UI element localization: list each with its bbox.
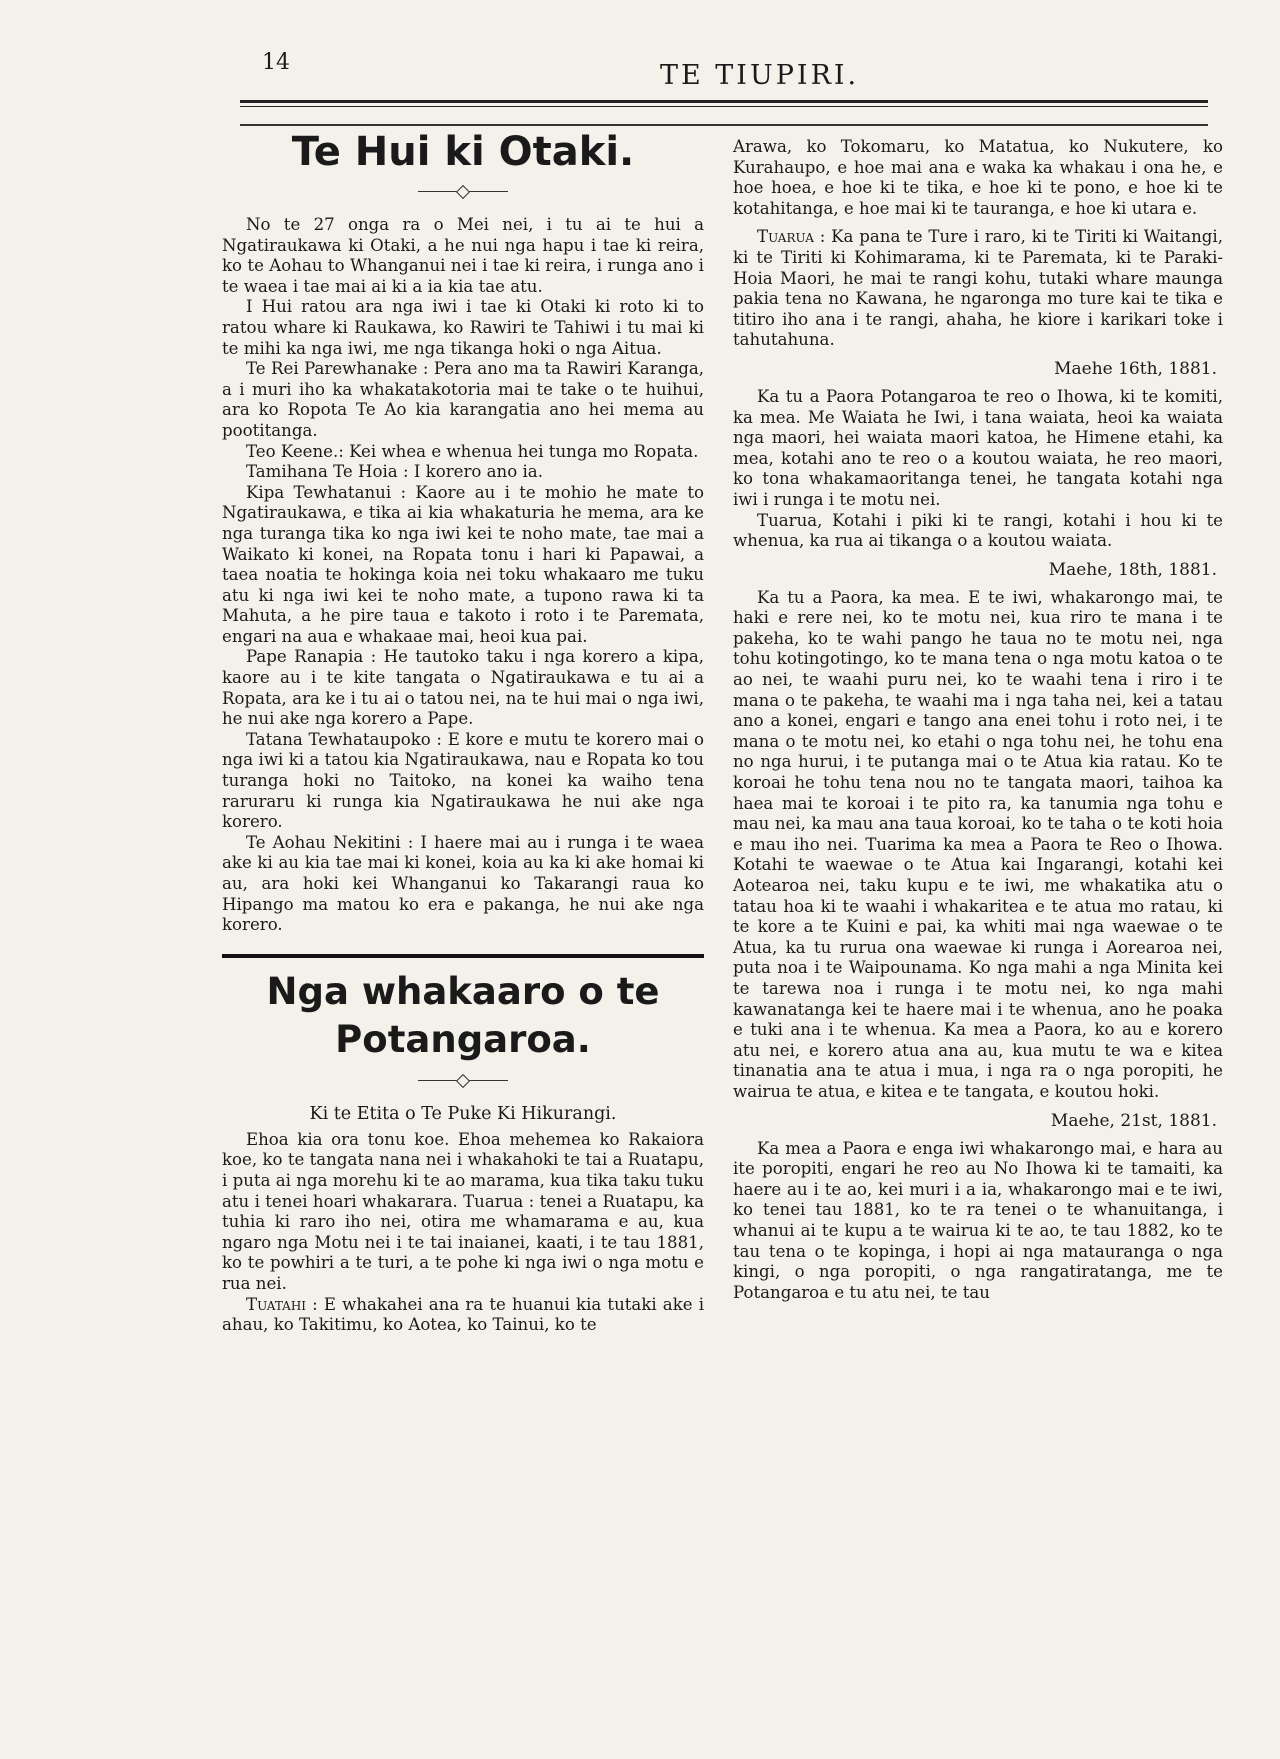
- paragraph: Ehoa kia ora tonu koe. Ehoa mehemea ko Rakaiora koe, ko te tangata nana nei i whakahoki te tai a Ruatapu, i puta ai nga morehu ki te ao marama, kua tika taku tuku atu i tenei hoari whakarara. Tuarua : tenei a Ruatapu, ka tuhia ki raro iho nei, otira me whamarama e au, kua ngaro nga Motu nei i te tai inaianei, kaati, i te tau 1881, ko te powhiri a te turi, a te pohe ki nga iwi o nga motu e rua nei.: [222, 1129, 704, 1293]
- paragraph: I Hui ratou ara nga iwi i tae ki Otaki ki roto ki to ratou whare ki Raukawa, ko Rawiri te Tahiwi i tu mai ki te mihi ka nga iwi, me nga tikanga hoki o nga Aitua.: [222, 297, 704, 358]
- article-title-potangaroa: Nga whakaaro o te Potangaroa.: [266, 969, 660, 1061]
- paragraph: Kipa Tewhatanui : Kaore au i te mohio he mate to Ngatiraukawa, e tika ai kia whakaturia he mema, ara ke nga turanga tika ko nga iwi kei te noho mate, tae mai a Waikato ki konei, na Ropata tonu i hari ki Papawai, a taea noatia te hokinga koia nei toku whakaaro me tuku atu ki nga iwi kei te noho mate, a tupono rawa ki ta Mahuta, a he pire taua e takoto i roto i te Paremata, engari na aua e whakaae mai, heoi kua pai.: [222, 482, 704, 646]
- header-rule: [240, 100, 1208, 107]
- ornament-divider: [418, 1074, 508, 1088]
- paragraph: Tatana Tewhataupoko : E kore e mutu te korero mai o nga iwi ki a tatou kia Ngatiraukawa, nau e Ropata ko tou turanga hoki no Taitoko, na konei ka waiho tena raruraru ki runga kia Ngatiraukawa he nui ake nga korero.: [222, 729, 704, 832]
- paragraph: Ka tu a Paora, ka mea. E te iwi, whakarongo mai, te haki e rere nei, ko te motu nei, kua riro te mana i te pakeha, ko te wahi pango he taua no te motu nei, nga tohu kotingotingo, ko te mana tena o nga motu katoa o te ao nei, te waahi puru nei, ko te waahi tena i riro i te mana o te pakeha, te waahi ma i nga taha nei, kei a tatau ano a konei, engari e tango ana enei tohu i roto nei, i te mana o te motu nei, ko etahi o nga tohu nei, he tohu ena no nga hurui, i te putanga mai o te Atua kia ratau. Ko te koroai he tohu tena nou no te tangata maori, taihoa ka haea mai te koroai i te pito ra, ka tanumia nga tohu e mau nei, ka mau ana taua koroai, ko te taha o te koti hoia e mau iho nei. Tuarima ka mea a Paora te Reo o Ihowa. Kotahi te waewae o te Atua kai Ingarangi, kotahi kei Aotearoa nei, taku kupu e te iwi, me whakatika atu o tatau hoa ki te waahi i whakaritea e te atua mo ratau, ki te kore a te Kuini e pai, ka whiti mai nga waewae o te Atua, ka tu rurua ona waewae ki runga i Aorearoa nei, puta noa i te Waipounama. Ko nga mahi a nga Minita kei te tarewa noa i runga i te motu nei, ko nga mahi kawanatanga kei te haere mai i te whenua, ano he poaka e tuki ana i te whenua. Ka mea a Paora, ko au e korero atu nei, e korero atua ana au, kua mutu te wa e kitea tinanatia ana te atua i mua, i nga ra o nga poropiti, he wairua te atua, e kitea e te tangata, e koutou hoki.: [733, 587, 1223, 1101]
- paragraph: Pape Ranapia : He tautoko taku i nga korero a kipa, kaore au i te kite tangata o Ngatiraukawa e tu ai a Ropata, ara ke i tu ai o tatou nei, na te hui mai o nga iwi, he nui ake nga korero a Pape.: [222, 647, 704, 729]
- ornament-divider: [418, 185, 508, 199]
- label-tuarua: Tuarua :: [757, 227, 826, 247]
- right-column: [733, 125, 1223, 1303]
- tuarua-text: Ka pana te Ture i raro, ki te Tiriti ki Waitangi, ki te Tiriti ki Kohimarama, ki te Paremata, ki te Paraki-Hoia Maori, he mai te rangi kohu, tutaki whare maunga pakia tena no Kawana, he ngaronga mo ture kai te tika e titiro iho ana i te rangi, ahaha, he kiore i karikari toke i tahutahuna.: [733, 227, 1223, 350]
- dateline: Maehe, 21st, 1881.: [1050, 1110, 1217, 1131]
- article-title-hui: Te Hui ki Otaki.: [291, 129, 635, 175]
- dateline: Maehe, 18th, 1881.: [1048, 559, 1217, 580]
- paragraph: Te Aohau Nekitini : I haere mai au i runga i te waea ake ki au kia tae mai ki konei, koia au ka ki ake homai ki au, ara hoki kei Whanganui ko Takarangi raua ko Hipango ma matou ko era e pakanga, he nui ake nga korero.: [222, 832, 704, 935]
- paragraph: Tuarua, Kotahi i piki ki te rangi, kotahi i hou ki te whenua, ka rua ai tikanga o a koutou waiata.: [733, 510, 1223, 551]
- paragraph: Tamihana Te Hoia : I korero ano ia.: [246, 462, 543, 482]
- paragraph: [733, 227, 1223, 351]
- label-tuatahi: Tuatahi :: [246, 1294, 318, 1314]
- masthead: TE TIUPIRI.: [660, 60, 860, 91]
- paragraph: Te Rei Parewhanake : Pera ano ma ta Rawiri Karanga, a i muri iho ka whakatakotoria mai te take o te huihui, ara ko Ropota Te Ao kia karangatia ano hei mema au pootitanga.: [222, 359, 704, 440]
- article-hui-body: [222, 215, 704, 936]
- dateline: Maehe 16th, 1881.: [1054, 358, 1217, 379]
- article-potangaroa-body: [222, 1130, 704, 1336]
- section-rule: [222, 954, 704, 958]
- paragraph: Ka tu a Paora Potangaroa te reo o Ihowa, ki te komiti, ka mea. Me Waiata he Iwi, i tana waiata, heoi ka waiata nga maori, hei waiata maori katoa, he Himene etahi, ka mea, kotahi ano te reo o a koutou waiata, he reo maori, ko tona whakamaoritanga tenei, he tangata kotahi nga iwi i runga i te motu nei.: [733, 386, 1223, 509]
- letter-salutation: Ki te Etita o Te Puke Ki Hikurangi.: [309, 1103, 617, 1124]
- left-column: [222, 125, 704, 1336]
- paragraph: Ka mea a Paora e enga iwi whakarongo mai, e hara au ite poropiti, engari he reo au No Ihowa ki te tamaiti, ka haere au i te ao, kei muri i a ia, whakarongo mai e te iwi, ko tenei tau 1881, ko te ra tenei o te whanuitanga, i whanui ai te kupu a te wairua ki te ao, te tau 1882, ko te tau tena o te kopinga, i hopi ai nga matauranga o nga kingi, o nga poropiti, o nga rangatiratanga, me te Potangaroa e tu atu nei, te tau: [733, 1138, 1223, 1302]
- page-number: 14: [262, 50, 290, 75]
- paragraph: [222, 1295, 704, 1336]
- paragraph: Arawa, ko Tokomaru, ko Matatua, ko Nukutere, ko Kurahaupo, e hoe mai ana e waka ka whakau i ona he, e hoe hoea, e hoe ki te tika, e hoe ki te pono, e hoe ki te kotahitanga, e hoe mai ki te tauranga, e hoe ki utara e.: [733, 137, 1223, 218]
- paragraph: Teo Keene.: Kei whea e whenua hei tunga mo Ropata.: [246, 441, 699, 461]
- tuatahi-text: E whakahei ana ra te huanui kia tutaki ake i ahau, ko Takitimu, ko Aotea, ko Tainui, ko te: [222, 1294, 704, 1335]
- paragraph: No te 27 onga ra o Mei nei, i tu ai te hui a Ngatiraukawa ki Otaki, a he nui nga hapu i tae ki reira, ko te Aohau to Whanganui nei i tae ki reira, i runga ano i te waea i tae mai ai ki a ia kia tae atu.: [222, 215, 704, 296]
